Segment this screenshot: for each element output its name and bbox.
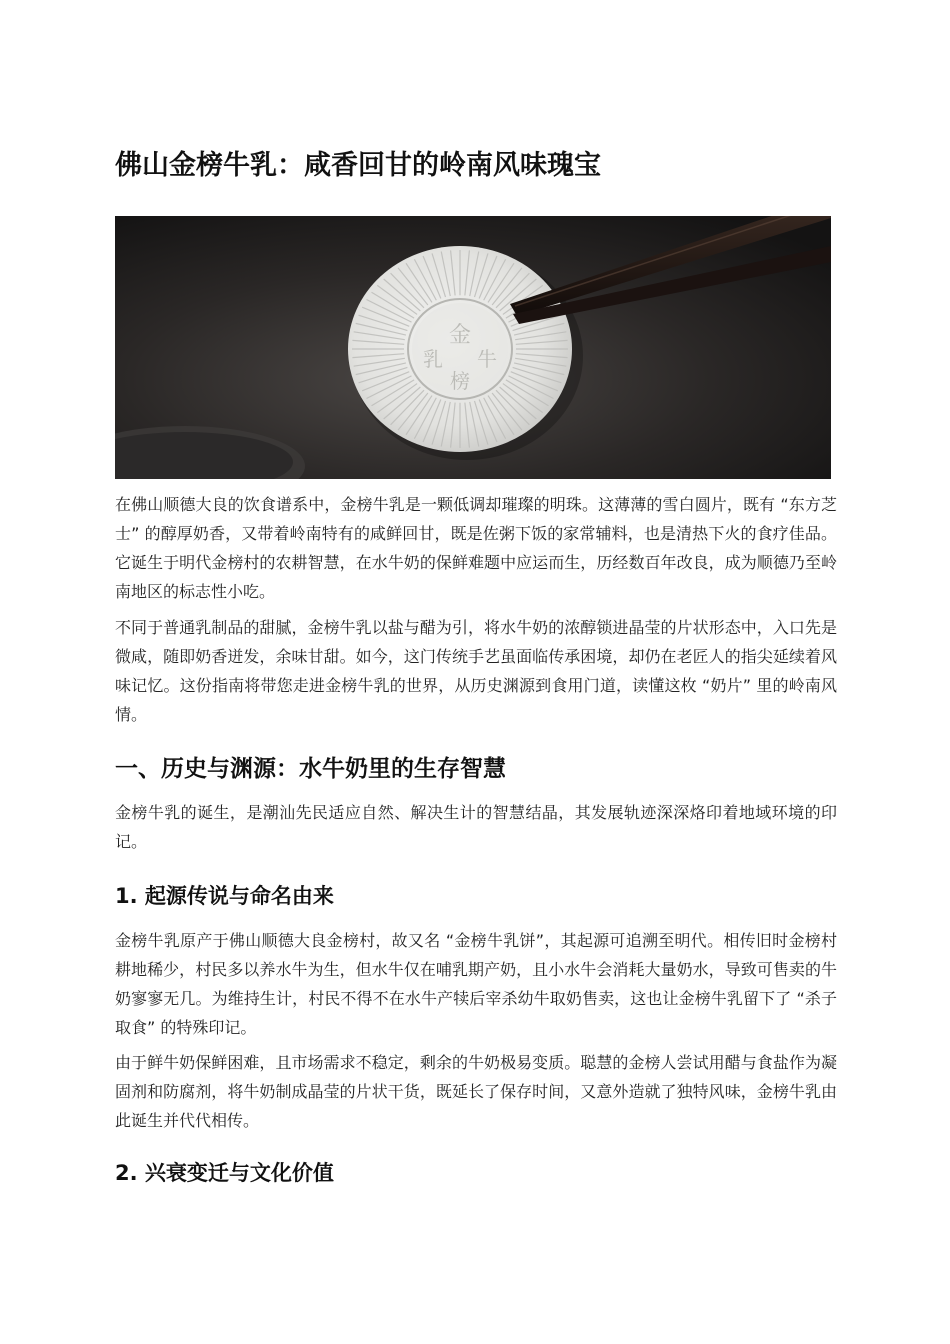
page-title: 佛山金榜牛乳：咸香回甘的岭南风味瑰宝	[115, 150, 601, 181]
milk-disc-photo	[115, 216, 831, 479]
svg-text:金: 金	[448, 323, 472, 348]
origin-paragraph-1: 金榜牛乳原产于佛山顺德大良金榜村，故又名 “金榜牛乳饼”，其起源可追溯至明代。相传旧时金榜村耕地稀少，村民多以养水牛为生，但水牛仅在哺乳期产奶，且小水牛会消耗大量奶水，导致可售卖的牛奶寥寥无几。为维持生计，村民不得不在水牛产犊后宰杀幼牛取奶售卖，这也让金榜牛乳留下了 “杀子取食” 的特殊印记。	[115, 931, 837, 1037]
svg-text:牛: 牛	[477, 347, 497, 371]
svg-text:乳: 乳	[423, 347, 443, 371]
subsection-heading-culture: 2. 兴衰变迁与文化价值	[115, 1161, 334, 1185]
intro-paragraph-1: 在佛山顺德大良的饮食谱系中，金榜牛乳是一颗低调却璀璨的明珠。这薄薄的雪白圆片，既有 “东方芝士” 的醇厚奶香，又带着岭南特有的咸鲜回甘，既是佐粥下饭的家常辅料，也是清热下火的食疗佳品。它诞生于明代金榜村的农耕智慧，在水牛奶的保鲜难题中应运而生，历经数百年改良，成为顺德乃至岭南地区的标志性小吃。	[115, 495, 837, 601]
origin-paragraph-2: 由于鲜牛奶保鲜困难，且市场需求不稳定，剩余的牛奶极易变质。聪慧的金榜人尝试用醋与食盐作为凝固剂和防腐剂，将牛奶制成晶莹的片状干货，既延长了保存时间，又意外造就了独特风味，金榜牛乳由此诞生并代代相传。	[115, 1053, 837, 1130]
section-intro-paragraph: 金榜牛乳的诞生，是潮汕先民适应自然、解决生计的智慧结晶，其发展轨迹深深烙印着地域环境的印记。	[115, 803, 837, 851]
subsection-heading-origin: 1. 起源传说与命名由来	[115, 884, 334, 908]
milk-disc	[348, 246, 572, 452]
svg-text:榜: 榜	[450, 369, 470, 393]
section-heading-history: 一、历史与渊源：水牛奶里的生存智慧	[115, 756, 506, 782]
intro-paragraph-2: 不同于普通乳制品的甜腻，金榜牛乳以盐与醋为引，将水牛奶的浓醇锁进晶莹的片状形态中，入口先是微咸，随即奶香迸发，余味甘甜。如今，这门传统手艺虽面临传承困境，却仍在老匠人的指尖延续着风味记忆。这份指南将带您走进金榜牛乳的世界，从历史渊源到食用门道，读懂这枚 “奶片” 里的岭南风情。	[115, 618, 837, 724]
